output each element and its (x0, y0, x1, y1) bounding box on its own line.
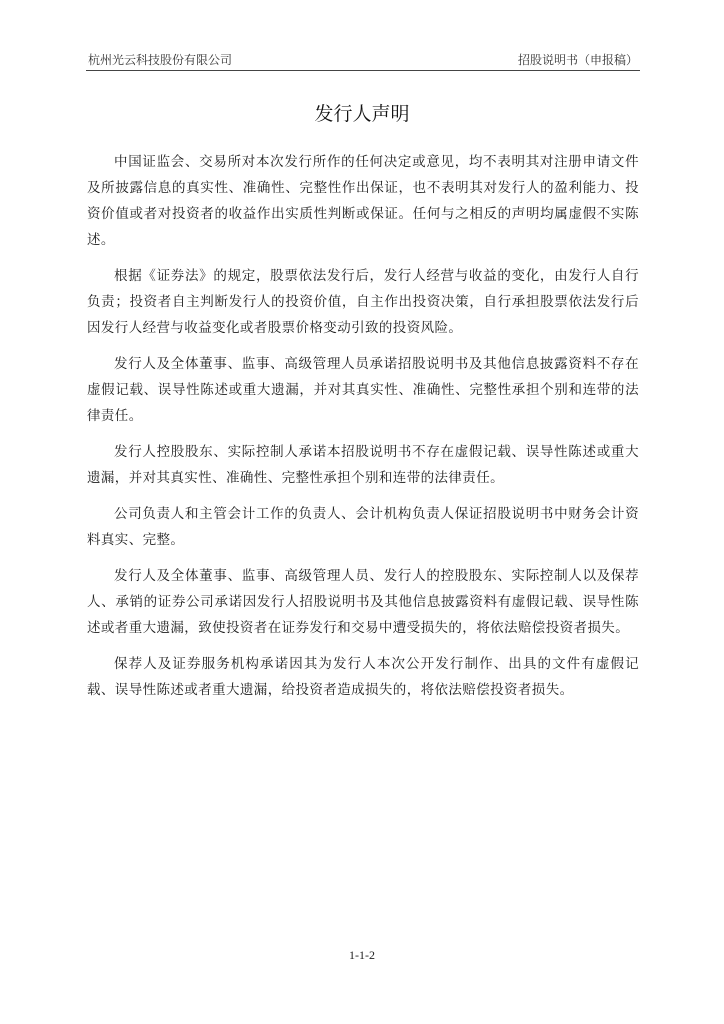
paragraph-7: 保荐人及证券服务机构承诺因其为发行人本次公开发行制作、出具的文件有虚假记载、误导性陈述或者重大遗漏，给投资者造成损失的，将依法赔偿投资者损失。 (87, 656, 639, 698)
header-document-type: 招股说明书（申报稿） (517, 53, 638, 67)
header-divider (86, 70, 640, 71)
paragraph-3: 发行人及全体董事、监事、高级管理人员承诺招股说明书及其他信息披露资料不存在虚假记载、误导性陈述或重大遗漏，并对其真实性、准确性、完整性承担个别和连带的法律责任。 (87, 356, 639, 424)
paragraph-6: 发行人及全体董事、监事、高级管理人员、发行人的控股股东、实际控制人以及保荐人、承销的证券公司承诺因发行人招股说明书及其他信息披露资料有虚假记载、误导性陈述或者重大遗漏，致使投资者在证券发行和交易中遭受损失的，将依法赔偿投资者损失。 (87, 568, 639, 636)
page-header (88, 50, 638, 70)
paragraph-4: 发行人控股股东、实际控制人承诺本招股说明书不存在虚假记载、误导性陈述或重大遗漏，并对其真实性、准确性、完整性承担个别和连带的法律责任。 (87, 444, 639, 486)
paragraph-5: 公司负责人和主管会计工作的负责人、会计机构负责人保证招股说明书中财务会计资料真实、完整。 (87, 506, 639, 548)
paragraph-2: 根据《证券法》的规定，股票依法发行后，发行人经营与收益的变化，由发行人自行负责；投资者自主判断发行人的投资价值，自主作出投资决策，自行承担股票依法发行后因发行人经营与收益变化或者股票价格变动引致的投资风险。 (87, 268, 639, 336)
page-number: 1-1-2 (349, 948, 375, 962)
paragraph-1: 中国证监会、交易所对本次发行所作的任何决定或意见，均不表明其对注册申请文件及所披露信息的真实性、准确性、完整性作出保证，也不表明其对发行人的盈利能力、投资价值或者对投资者的收益作出实质性判断或保证。任何与之相反的声明均属虚假不实陈述。 (87, 154, 639, 248)
page-title: 发行人声明 (314, 103, 410, 125)
declaration-body (87, 149, 639, 713)
header-company-name: 杭州光云科技股份有限公司 (88, 53, 233, 67)
